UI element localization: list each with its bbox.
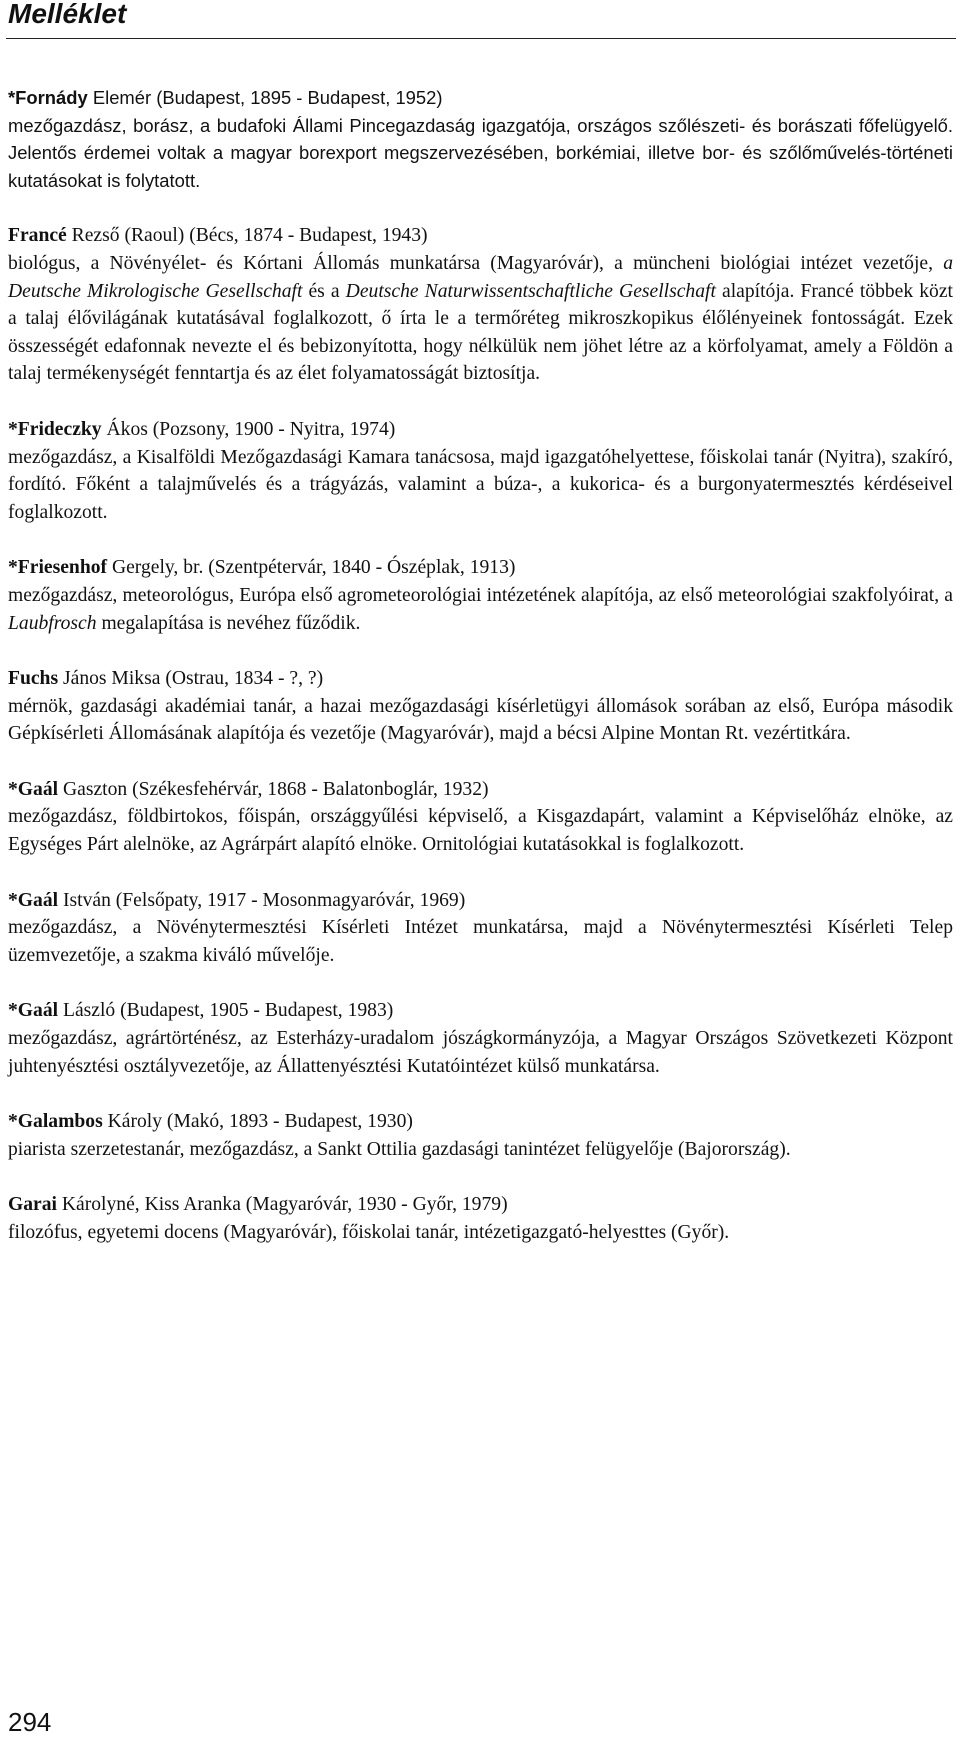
entry-heading: [8, 776, 953, 804]
entry-description: [8, 1025, 953, 1080]
entry-italic-title: Deutsche Naturwissentschaftliche Gesellschaft: [345, 280, 716, 302]
page-title: Melléklet: [8, 0, 127, 29]
entry-text: mérnök, gazdasági akadémiai tanár, a hazai mezőgazdasági kísérletügyi állomások sorában az első, Európa második Gépkísérleti Állomásának alapítója és vezetője (Magyaróvár), majd a bécsi Alpine Montan Rt. vezértitkára.: [8, 695, 953, 745]
entry-name-dates: Károly (Makó, 1893 - Budapest, 1930): [102, 1111, 413, 1133]
page-number: 294: [8, 1707, 52, 1737]
entry-heading: [8, 665, 953, 693]
entry-description: [8, 250, 953, 388]
entry-deceased-marker: *: [8, 557, 18, 579]
entry-surname: Frideczky: [17, 418, 102, 440]
entry-deceased-marker: *: [8, 418, 18, 440]
entry-list: [8, 84, 953, 1275]
biography-entry: [8, 776, 953, 859]
entry-name-dates: Elemér (Budapest, 1895 - Budapest, 1952): [87, 87, 443, 108]
entry-text: mezőgazdász, borász, a budafoki Állami Pincegazdaság igazgatója, országos szőlészeti- és borászati főfelügyelő. Jelentős érdemei voltak a magyar borexport megszervezésében, borkémiai, illetve bor- és szőlőművelés-történeti kutatásokat is folytatott.: [8, 114, 953, 191]
entry-text: biológus, a Növényélet- és Kórtani Állomás munkatársa (Magyaróvár), a müncheni biológiai intézet vezetője,: [8, 252, 944, 274]
biography-entry: [8, 416, 953, 526]
entry-name-dates: Gaszton (Székesfehérvár, 1868 - Balatonboglár, 1932): [58, 778, 489, 800]
entry-name-dates: János Miksa (Ostrau, 1834 - ?, ?): [58, 668, 324, 690]
entry-italic-title: a Deutsche Mikrologische Gesellschaft: [8, 252, 953, 302]
entry-name-dates: Károlyné, Kiss Aranka (Magyaróvár, 1930 - Győr, 1979): [56, 1194, 508, 1216]
entry-text: mezőgazdász, agrártörténész, az Esterházy-uradalom jószágkormányzója, a Magyar Országos Szövetkezeti Központ juhtenyésztési osztályvezetője, az Állattenyésztési Kutatóintézet külső munkatársa.: [8, 1028, 953, 1077]
entry-deceased-marker: *: [8, 778, 18, 800]
entry-text: piarista szerzetestanár, mezőgazdász, a Sankt Ottilia gazdasági tanintézet felügyelője (Bajorország).: [8, 1138, 791, 1160]
entry-surname: Galambos: [17, 1111, 103, 1133]
entry-description: [8, 582, 953, 637]
entry-name-dates: István (Felsőpaty, 1917 - Mosonmagyaróvár, 1969): [58, 889, 466, 911]
entry-text: mezőgazdász, a Növénytermesztési Kísérleti Intézet munkatársa, majd a Növénytermesztési Kísérleti Telep üzemvezetője, a szakma kiváló művelője.: [8, 917, 953, 966]
entry-deceased-marker: *: [8, 87, 16, 108]
entry-deceased-marker: *: [8, 1111, 18, 1133]
entry-heading: [8, 554, 953, 582]
entry-name-dates: Gergely, br. (Szentpétervár, 1840 - Ószéplak, 1913): [107, 557, 516, 579]
entry-heading: [8, 222, 953, 250]
entry-description: [8, 914, 953, 969]
entry-heading: [8, 84, 953, 112]
entry-description: [8, 1219, 953, 1247]
entry-name-dates: Rezső (Raoul) (Bécs, 1874 - Budapest, 1943): [66, 225, 428, 247]
entry-surname: Fornády: [15, 87, 88, 108]
entry-surname: Gaál: [17, 778, 59, 800]
entry-text: filozófus, egyetemi docens (Magyaróvár), főiskolai tanár, intézetigazgató-helyesttes (Győr).: [8, 1222, 730, 1243]
biography-entry: [8, 1108, 953, 1163]
entry-deceased-marker: *: [8, 889, 18, 911]
entry-heading: [8, 887, 953, 915]
entry-heading: [8, 1108, 953, 1136]
entry-description: [8, 444, 953, 527]
entry-deceased-marker: *: [8, 1000, 18, 1022]
biography-entry: [8, 887, 953, 970]
entry-heading: [8, 416, 953, 444]
biography-entry: [8, 554, 953, 637]
page-header: [6, 0, 956, 39]
entry-name-dates: Ákos (Pozsony, 1900 - Nyitra, 1974): [101, 418, 396, 440]
entry-heading: [8, 1191, 953, 1219]
biography-entry: [8, 1191, 953, 1246]
entry-text: és a: [302, 280, 346, 302]
entry-surname: Fuchs: [8, 668, 59, 690]
biography-entry: [8, 997, 953, 1080]
entry-description: [8, 112, 953, 195]
entry-description: [8, 693, 953, 748]
entry-surname: Francé: [8, 225, 67, 247]
entry-text: mezőgazdász, a Kisalföldi Mezőgazdasági Kamara tanácsosa, majd igazgatóhelyettese, főiskolai tanár (Nyitra), szakíró, fordító. Főként a talajművelés és a trágyázás, valamint a búza-, a kukorica- és a burgonyatermesztés kérdéseivel foglalkozott.: [8, 446, 953, 523]
entry-text: mezőgazdász, meteorológus, Európa első agrometeorológiai intézetének alapítója, az első meteorológiai szakfolyóirat, a: [8, 584, 953, 606]
entry-surname: Gaál: [17, 889, 59, 911]
entry-surname: Garai: [8, 1194, 57, 1216]
entry-surname: Gaál: [17, 1000, 59, 1022]
entry-text: mezőgazdász, földbirtokos, főispán, országgyűlési képviselő, a Kisgazdapárt, valamint a Képviselőház elnöke, az Egységes Párt alelnöke, az Agrárpárt alapító elnöke. Ornitológiai kutatásokkal is foglalkozott.: [8, 806, 953, 856]
biography-entry: [8, 665, 953, 748]
entry-description: [8, 1136, 953, 1164]
entry-text: megalapítása is nevéhez fűződik.: [96, 612, 361, 634]
biography-entry: [8, 84, 953, 194]
biography-entry: [8, 222, 953, 388]
entry-italic-title: Laubfrosch: [8, 612, 97, 634]
entry-description: [8, 803, 953, 858]
entry-text: alapítója. Francé többek közt a talaj élővilágának kutatásával foglalkozott, ő írta le a termőréteg mikroszkopikus élőlényeinek fontosságát. Ezek összességét edafonnak nevezte el és bebizonyította, hogy nélkülük nem jöhet létre az a körfolyamat, amely a Földön a talaj termékenységét fenntartja és az élet folyamatosságát biztosítja.: [8, 280, 953, 385]
entry-name-dates: László (Budapest, 1905 - Budapest, 1983): [58, 1000, 394, 1022]
entry-surname: Friesenhof: [17, 557, 108, 579]
entry-heading: [8, 997, 953, 1025]
